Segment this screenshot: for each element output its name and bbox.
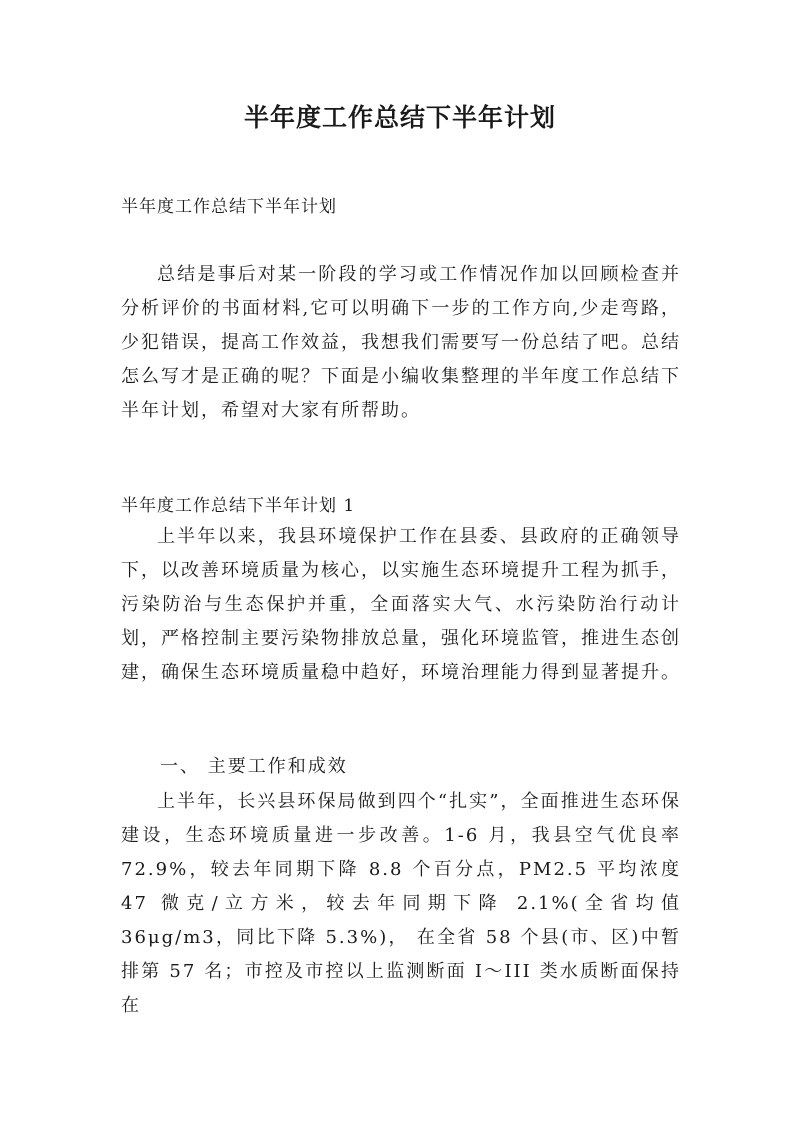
section-paragraph-2: 上半年，长兴县环保局做到四个“扎实”，全面推进生态环保建设，生态环境质量进一步改善。1-6 月，我县空气优良率 72.9%，较去年同期下降 8.8 个百分点，PM2.5 平均浓度 47 微克/立方米，较去年同期下降 2.1%(全省均值 36μg/m3，同比下降 5.3%)， 在全省 58 个县(市、区)中暂排第 57 名；市控及市控以上监测断面 Ⅰ～III 类水质断面保持在 bbox=[121, 791, 681, 1016]
section-heading: 半年度工作总结下半年计划 1 bbox=[121, 496, 356, 516]
intro-paragraph: 总结是事后对某一阶段的学习或工作情况作加以回顾检查并分析评价的书面材料,它可以明确下一步的工作方向,少走弯路，少犯错误，提高工作效益，我想我们需要写一份总结了吧。总结怎么写才是正确的呢？下面是小编收集整理的半年度工作总结下半年计划，希望对大家有所帮助。 bbox=[121, 264, 681, 421]
item-heading: 一、 主要工作和成效 bbox=[160, 756, 348, 777]
document-title: 半年度工作总结下半年计划 bbox=[243, 103, 556, 132]
document-subtitle: 半年度工作总结下半年计划 bbox=[121, 197, 337, 217]
section-paragraph-1: 上半年以来，我县环境保护工作在县委、县政府的正确领导下，以改善环境质量为核心，以实施生态环境提升工程为抓手，污染防治与生态保护并重，全面落实大气、水污染防治行动计划，严格控制主要污染物排放总量，强化环境监管，推进生态创建，确保生态环境质量稳中趋好，环境治理能力得到显著提升。 bbox=[121, 526, 681, 683]
